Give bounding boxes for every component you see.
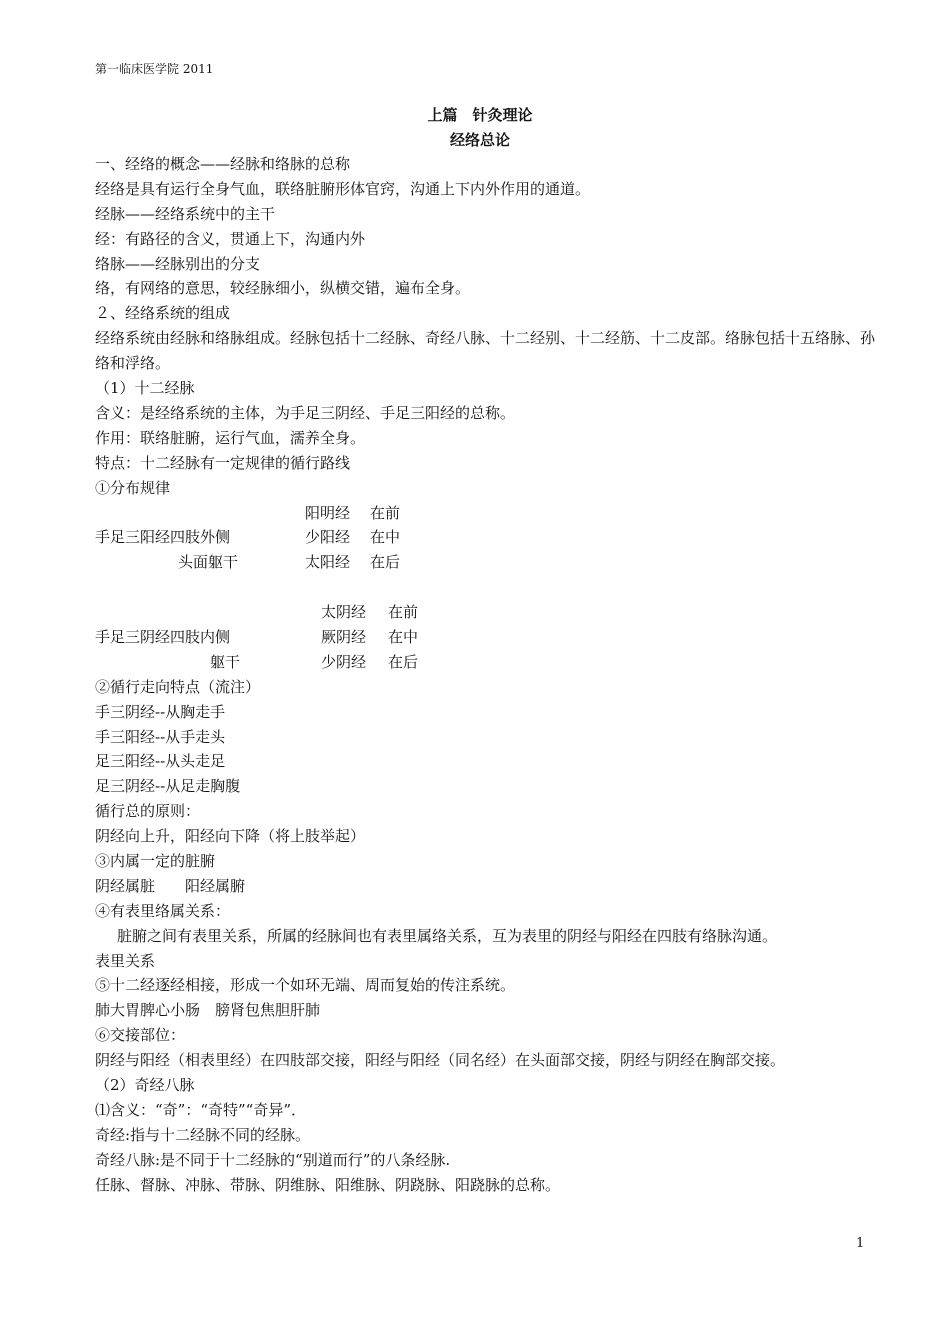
yang-group-label: 头面躯干 — [178, 553, 239, 572]
yang-group-label: 手足三阳经四肢外侧 — [95, 528, 231, 547]
text-line: 手三阳经--从手走头 — [95, 727, 226, 746]
text-line: 含义：是经络系统的主体，为手足三阴经、手足三阳经的总称。 — [95, 403, 516, 422]
text-line: 经：有路径的含义，贯通上下，沟通内外 — [95, 229, 366, 248]
yang-distribution-table — [95, 501, 885, 576]
yin-group-label: 躯干 — [210, 652, 241, 671]
text-line: 奇经:指与十二经脉不同的经脉。 — [95, 1125, 311, 1144]
position-label: 在中 — [370, 528, 401, 547]
page-title: 上篇 针灸理论 — [427, 106, 533, 124]
text-line: ⑥交接部位： — [95, 1026, 186, 1045]
section-title: 经络总论 — [449, 131, 510, 149]
yin-distribution-table — [95, 600, 885, 675]
page-number: 1 — [856, 1236, 865, 1251]
text-line: 作用：联络脏腑，运行气血，濡养全身。 — [95, 428, 366, 447]
paragraph-relation: 脏腑之间有表里关系，所属的经脉间也有表里属络关系，互为表里的阴经与阳经在四肢有络脉沟通。 — [117, 926, 778, 945]
position-label: 在前 — [388, 603, 419, 622]
text-line: ④有表里络属关系： — [95, 901, 231, 920]
blank-line — [95, 575, 885, 600]
text-line: 阴经与阳经（相表里经）在四肢部交接，阳经与阳经（同名经）在头面部交接，阴经与阴经在胸部交接。 — [95, 1051, 786, 1070]
yang-meridian-name: 阳明经 — [305, 503, 351, 522]
text-line: ③内属一定的脏腑 — [95, 851, 216, 870]
paragraph-composition: 经络系统由经脉和络脉组成。经脉包括十二经脉、奇经八脉、十二经别、十二经筋、十二皮部。络脉包括十五络脉、孙络和浮络。 — [95, 329, 876, 373]
position-label: 在前 — [370, 503, 401, 522]
text-line: 表里关系 — [95, 951, 156, 970]
text-line: 手三阴经--从胸走手 — [95, 702, 226, 721]
text-line: 循行总的原则： — [95, 802, 201, 821]
text-line: ⑴含义：“奇”：“奇特”“奇异”． — [95, 1100, 307, 1119]
text-line: 足三阴经--从足走胸腹 — [95, 777, 241, 796]
text-line: 一、经络的概念——经脉和络脉的总称 — [95, 155, 351, 173]
text-line: ①分布规律 — [95, 478, 171, 497]
text-line: 任脉、督脉、冲脉、带脉、阴维脉、阳维脉、阴跷脉、阳跷脉的总称。 — [95, 1175, 561, 1194]
page-header: 第一临床医学院 2011 — [95, 62, 214, 76]
text-line: 阴经属脏 阳经属腑 — [95, 876, 246, 895]
text-line: 阴经向上升，阳经向下降（将上肢举起） — [95, 827, 366, 846]
position-label: 在中 — [388, 627, 419, 646]
position-label: 在后 — [370, 553, 401, 572]
document-body — [95, 152, 885, 1197]
yin-meridian-name: 厥阴经 — [321, 627, 367, 646]
yang-meridian-name: 少阳经 — [305, 528, 351, 547]
yang-meridian-name: 太阳经 — [305, 553, 351, 572]
yin-group-label: 手足三阴经四肢内侧 — [95, 627, 231, 646]
text-line: 络脉——经脉别出的分支 — [95, 254, 261, 273]
yin-meridian-name: 太阴经 — [321, 603, 367, 622]
text-line: 特点：十二经脉有一定规律的循行路线 — [95, 453, 351, 472]
text-line: 足三阳经--从头走足 — [95, 752, 226, 771]
position-label: 在后 — [388, 652, 419, 671]
text-line: ⑤十二经逐经相接，形成一个如环无端、周而复始的传注系统。 — [95, 976, 516, 995]
text-line: （1）十二经脉 — [95, 379, 195, 398]
text-line: （2）奇经八脉 — [95, 1075, 195, 1094]
text-line: ２、经络系统的组成 — [95, 304, 231, 323]
text-line: 经脉——经络系统中的主干 — [95, 204, 276, 223]
text-line: 奇经八脉:是不同于十二经脉的“别道而行”的八条经脉. — [95, 1150, 451, 1169]
text-line: 经络是具有运行全身气血，联络脏腑形体官窍，沟通上下内外作用的通道。 — [95, 179, 591, 198]
text-line: 肺大胃脾心小肠 膀肾包焦胆肝肺 — [95, 1001, 321, 1020]
text-line: 络，有网络的意思，较经脉细小，纵横交错，遍布全身。 — [95, 279, 471, 298]
yin-meridian-name: 少阴经 — [321, 652, 367, 671]
text-line: ②循行走向特点（流注） — [95, 677, 261, 696]
